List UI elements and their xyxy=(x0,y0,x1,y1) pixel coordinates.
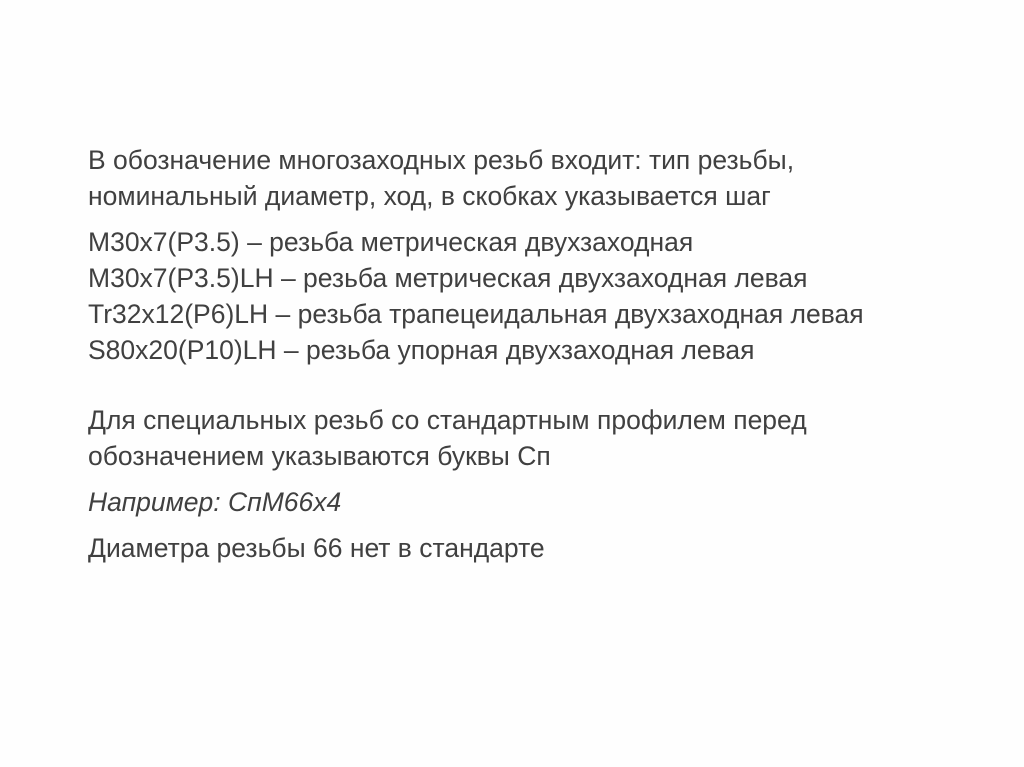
intro-line: В обозначение многозаходных резьб входит: тип резьбы, xyxy=(88,145,795,175)
intro-line: номинальный диаметр, ход, в скобках указывается шаг xyxy=(88,181,771,211)
example-label: Например: СпМ66х4 xyxy=(88,487,342,517)
example-line: M30x7(P3.5)LH – резьба метрическая двухзаходная левая xyxy=(88,263,808,293)
note-text: Диаметра резьбы 66 нет в стандарте xyxy=(88,533,545,563)
example-line: Tr32x12(P6)LH – резьба трапецеидальная двухзаходная левая xyxy=(88,299,864,329)
examples-list xyxy=(88,224,988,368)
special-line: Для специальных резьб со стандартным профилем перед xyxy=(88,405,807,435)
example-line: M30x7(P3.5) – резьба метрическая двухзаходная xyxy=(88,227,694,257)
special-paragraph xyxy=(88,402,988,474)
intro-paragraph xyxy=(88,142,988,214)
special-line: обозначением указываются буквы Сп xyxy=(88,441,551,471)
example-line: S80x20(P10)LH – резьба упорная двухзаходная левая xyxy=(88,335,755,365)
slide-content xyxy=(88,142,988,566)
